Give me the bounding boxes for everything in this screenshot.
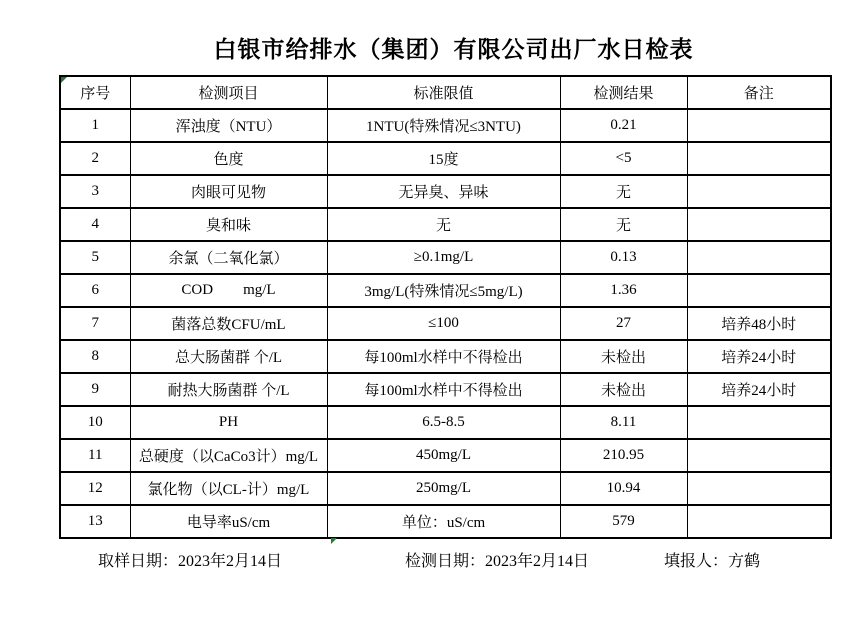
cell-result: 210.95 — [560, 439, 687, 472]
sample-date-text: 取样日期：2023年2月14日 — [98, 553, 283, 570]
table-row — [60, 472, 831, 505]
cell-item: 肉眼可见物 — [130, 175, 327, 208]
cell-index: 4 — [60, 208, 130, 241]
cell-index: 11 — [60, 439, 130, 472]
daily-check-table — [59, 75, 832, 539]
table-row — [60, 373, 831, 406]
cell-result: 10.94 — [560, 472, 687, 505]
cell-result: 0.13 — [560, 241, 687, 274]
cell-remark — [687, 208, 831, 241]
cell-index: 3 — [60, 175, 130, 208]
cell-item: 浑浊度（NTU） — [130, 109, 327, 142]
cell-limit: 15度 — [327, 142, 560, 175]
cell-item: COD mg/L — [130, 274, 327, 307]
table-row — [60, 208, 831, 241]
cell-item: 臭和味 — [130, 208, 327, 241]
table-row — [60, 406, 831, 439]
cell-remark — [687, 274, 831, 307]
cell-error-indicator-icon — [331, 538, 337, 544]
cell-limit: 每100ml水样中不得检出 — [327, 340, 560, 373]
cell-remark — [687, 241, 831, 274]
cell-index: 9 — [60, 373, 130, 406]
table-row — [60, 241, 831, 274]
page-title: 白银市给排水（集团）有限公司出厂水日检表 — [213, 37, 694, 62]
table-row — [60, 142, 831, 175]
header-cell-result: 检测结果 — [560, 76, 687, 109]
cell-remark — [687, 472, 831, 505]
cell-index: 13 — [60, 505, 130, 538]
cell-result: 27 — [560, 307, 687, 340]
cell-result: 579 — [560, 505, 687, 538]
table-row — [60, 274, 831, 307]
cell-item: 电导率uS/cm — [130, 505, 327, 538]
cell-item: PH — [130, 406, 327, 439]
cell-limit: 每100ml水样中不得检出 — [327, 373, 560, 406]
header-cell-remark: 备注 — [687, 76, 831, 109]
table-row — [60, 505, 831, 538]
reporter-text: 填报人：方鹤 — [664, 553, 761, 570]
cell-remark — [687, 505, 831, 538]
cell-limit: 无异臭、异味 — [327, 175, 560, 208]
cell-limit: 3mg/L(特殊情况≤5mg/L) — [327, 274, 560, 307]
cell-result: 无 — [560, 208, 687, 241]
cell-result: <5 — [560, 142, 687, 175]
cell-limit: ≤100 — [327, 307, 560, 340]
cell-index: 8 — [60, 340, 130, 373]
cell-remark: 培养48小时 — [687, 307, 831, 340]
cell-item: 菌落总数CFU/mL — [130, 307, 327, 340]
cell-item: 氯化物（以CL-计）mg/L — [130, 472, 327, 505]
cell-result: 8.11 — [560, 406, 687, 439]
cell-index: 12 — [60, 472, 130, 505]
table-row — [60, 307, 831, 340]
cell-item: 色度 — [130, 142, 327, 175]
table-row — [60, 175, 831, 208]
cell-result: 未检出 — [560, 373, 687, 406]
cell-index: 5 — [60, 241, 130, 274]
table-row — [60, 439, 831, 472]
header-cell-item: 检测项目 — [130, 76, 327, 109]
cell-index: 2 — [60, 142, 130, 175]
cell-remark — [687, 109, 831, 142]
cell-result: 无 — [560, 175, 687, 208]
cell-error-indicator-icon — [61, 77, 67, 83]
cell-limit: ≥0.1mg/L — [327, 241, 560, 274]
table-header-row — [60, 76, 831, 109]
cell-remark — [687, 142, 831, 175]
cell-result: 未检出 — [560, 340, 687, 373]
cell-result: 1.36 — [560, 274, 687, 307]
cell-index: 7 — [60, 307, 130, 340]
cell-limit: 单位：uS/cm — [327, 505, 560, 538]
cell-item: 总大肠菌群 个/L — [130, 340, 327, 373]
cell-limit: 无 — [327, 208, 560, 241]
cell-limit: 250mg/L — [327, 472, 560, 505]
table-row — [60, 340, 831, 373]
cell-index: 6 — [60, 274, 130, 307]
cell-remark — [687, 439, 831, 472]
cell-index: 1 — [60, 109, 130, 142]
cell-item: 总硬度（以CaCo3计）mg/L — [130, 439, 327, 472]
cell-index: 10 — [60, 406, 130, 439]
cell-item: 余氯（二氧化氯） — [130, 241, 327, 274]
cell-item: 耐热大肠菌群 个/L — [130, 373, 327, 406]
header-cell-index: 序号 — [60, 76, 130, 109]
cell-limit: 1NTU(特殊情况≤3NTU) — [327, 109, 560, 142]
test-date-text: 检测日期：2023年2月14日 — [405, 553, 590, 570]
daily-check-table-body — [60, 109, 831, 538]
cell-result: 0.21 — [560, 109, 687, 142]
table-row — [60, 109, 831, 142]
cell-limit: 6.5-8.5 — [327, 406, 560, 439]
cell-remark — [687, 406, 831, 439]
cell-remark: 培养24小时 — [687, 340, 831, 373]
header-cell-limit: 标准限值 — [327, 76, 560, 109]
cell-remark: 培养24小时 — [687, 373, 831, 406]
cell-remark — [687, 175, 831, 208]
cell-limit: 450mg/L — [327, 439, 560, 472]
